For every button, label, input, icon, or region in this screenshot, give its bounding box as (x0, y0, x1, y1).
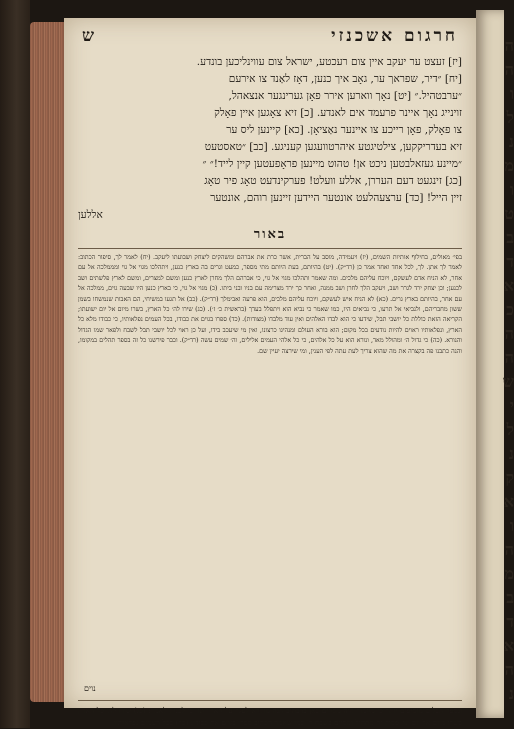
footnote-block (78, 700, 462, 729)
running-head (78, 24, 462, 54)
running-head-title: חרגום אשכנזי (331, 26, 458, 46)
translation-line: אללען (78, 209, 103, 221)
commentary-text: בפי׳ מאולים, בחילוף אותיות השמים, (יז) ויעמידה, מוסב על הברית, אשר כרת את אברהם ומשהקים ליצחק ושבועתו ליעקב. (יח) לאמר לך, סיפור הכתוב: לאמר לך אתן. לך, לכל אחד ואחד אמר כן (רד״ק). (יט) בהיותם, בעת היותם מתי מספר, כמעט וגרים בה בארץ כנען, ויתהלכו מגוי אל גוי ומממלכה אל עם אחר, לא הניח אדם לעשקם, ויוכח עליהם מלכים. ומה שאמר ותהלכו מגוי אל גוי, כי אברהם הלך מחרן לארץ כנען ומשם למצרים, ומשם לארץ פלשתים ושב לכנען; וכן יצחק ירד לגרר ושב, ויעקב הלך לחרן ושב ממנה, ואחר כך ירד מצרימה עם בניו ובני ביתו. (כ) מגוי אל גוי, כי בארץ כנען היו שבעה גוים, ממלכה אל עם אחר, בהיותם בארץ גרים. (כא) לא הניח איש לעשקם, ויוכח עליהם מלכים, הוא פרעה ואבימלך (רד״ק). (כב) אל תגעו במשיחי, הם האבות שנמשחו בשמן ששון מחבריהם, ולנביאי אל תרעו, כי נביאים היו, כמו שאמר כי נביא הוא ויתפלל בעדך (בראשית כ׳ ז׳). (כג) שירו לה׳ כל הארץ, בשרו מיום אל יום ישועתו; הקריאה הזאת כוללת כל יושבי תבל, שידעו כי הוא לבדו האלהים ואין עוד מלבדו (מצודות). (כד) ספרו בגוים את כבודו, בכל העמים נפלאותיו, כי כבודו מלא כל הארץ, ונפלאותיו ראוים להיות נודעים בכל מקום; הוא בורא העולם ומנהיגו כרצונו, ואין מי שיעכב בידו, ועל כן ראוי לכל יושבי תבל לשבח ולפאר שמו הגדול והנורא. (כה) כי גדול ה׳ ומהולל מאד, ונורא הוא על כל אלהים, כי כל אלהי העמים אלילים, וה׳ שמים עשה (רד״ק). וכבר פירשנו כל זה בספר תהלים במקומו, והנה כתבנו פה בקצרה את מה שהוא צריך לעת עתה לפי הענין, ומי שירצה יעיין שם. (78, 254, 462, 355)
commentary-block (78, 248, 462, 683)
book-page (64, 18, 476, 727)
yiddish-translation (78, 54, 462, 224)
page-content (78, 24, 462, 727)
footnote-text: ונספר הכלים מוסיפים יותר כי מוזמור היה מסויים כאן בדבתיב הנה מוקרא לעגד על הארון ונו׳ כי לכנות לאמר: (כג) שירו לה׳ כל הארץ בשרו מיום אל יום ונו׳ פסוק זה מתחיל ומסיים בשבח ה׳ כמו שאמר הכתוב ספרו בגוים את כבודו: (כד) בכל העמים נפלאותיו. (78, 706, 462, 727)
facing-page-edge (476, 10, 514, 718)
translation-line: [כג] זינגעט דעם העררן, אללע וועלט! פערקינדעט טאָג פיר טאָג (204, 175, 462, 187)
translation-line: זיא בעדריקקען, צילטיגטע איהרטוועגען קעניגע. [כב] ״טאסטעט (204, 141, 462, 153)
translation-line: [יז] זעצט ער יעקב איין צום רעכטע, ישראל צום עווינליכען בונדע. (196, 56, 462, 68)
page-number: ש (82, 26, 95, 46)
translation-line: ״מיינע געזאלבטען ניכט אן! טהוט מיינען פראָפעטען קיין לייד!״ ״ (202, 158, 462, 170)
translation-line: [יח] ״דיר, שפראך ער, גאָב איך כנען, דאָז לאַנד צו אירעם (228, 73, 462, 85)
translation-line: זיין הייל! [כד] ערצעהלעט אונטער היידען זיינען רוהם, אונטער (210, 192, 462, 204)
catchword: נוים (84, 684, 96, 693)
translation-line: ״ערבטהיל.״ [יט] נאָך ווארען אירר פאָן גערינגער אנצאהל, (228, 90, 462, 102)
commentary-heading: באור (253, 227, 287, 242)
translation-line: זוינייג נאָך איינר פרעמד אים לאנדע. [כ] זיא צאָגען איין פאָלק (214, 107, 462, 119)
book-binding (0, 0, 30, 728)
page-edges (30, 22, 64, 702)
facing-page-text: ה ה ו ל נ מ ו ט ב ד א כ ה ה ש י ל נ ק א ו ה מ ב ד א ה נ (502, 36, 514, 703)
translation-line: צו פאָלק, פאָן רייכע צו איינער נאַציאָן. [כא] קיינען ליס ער (226, 124, 462, 136)
